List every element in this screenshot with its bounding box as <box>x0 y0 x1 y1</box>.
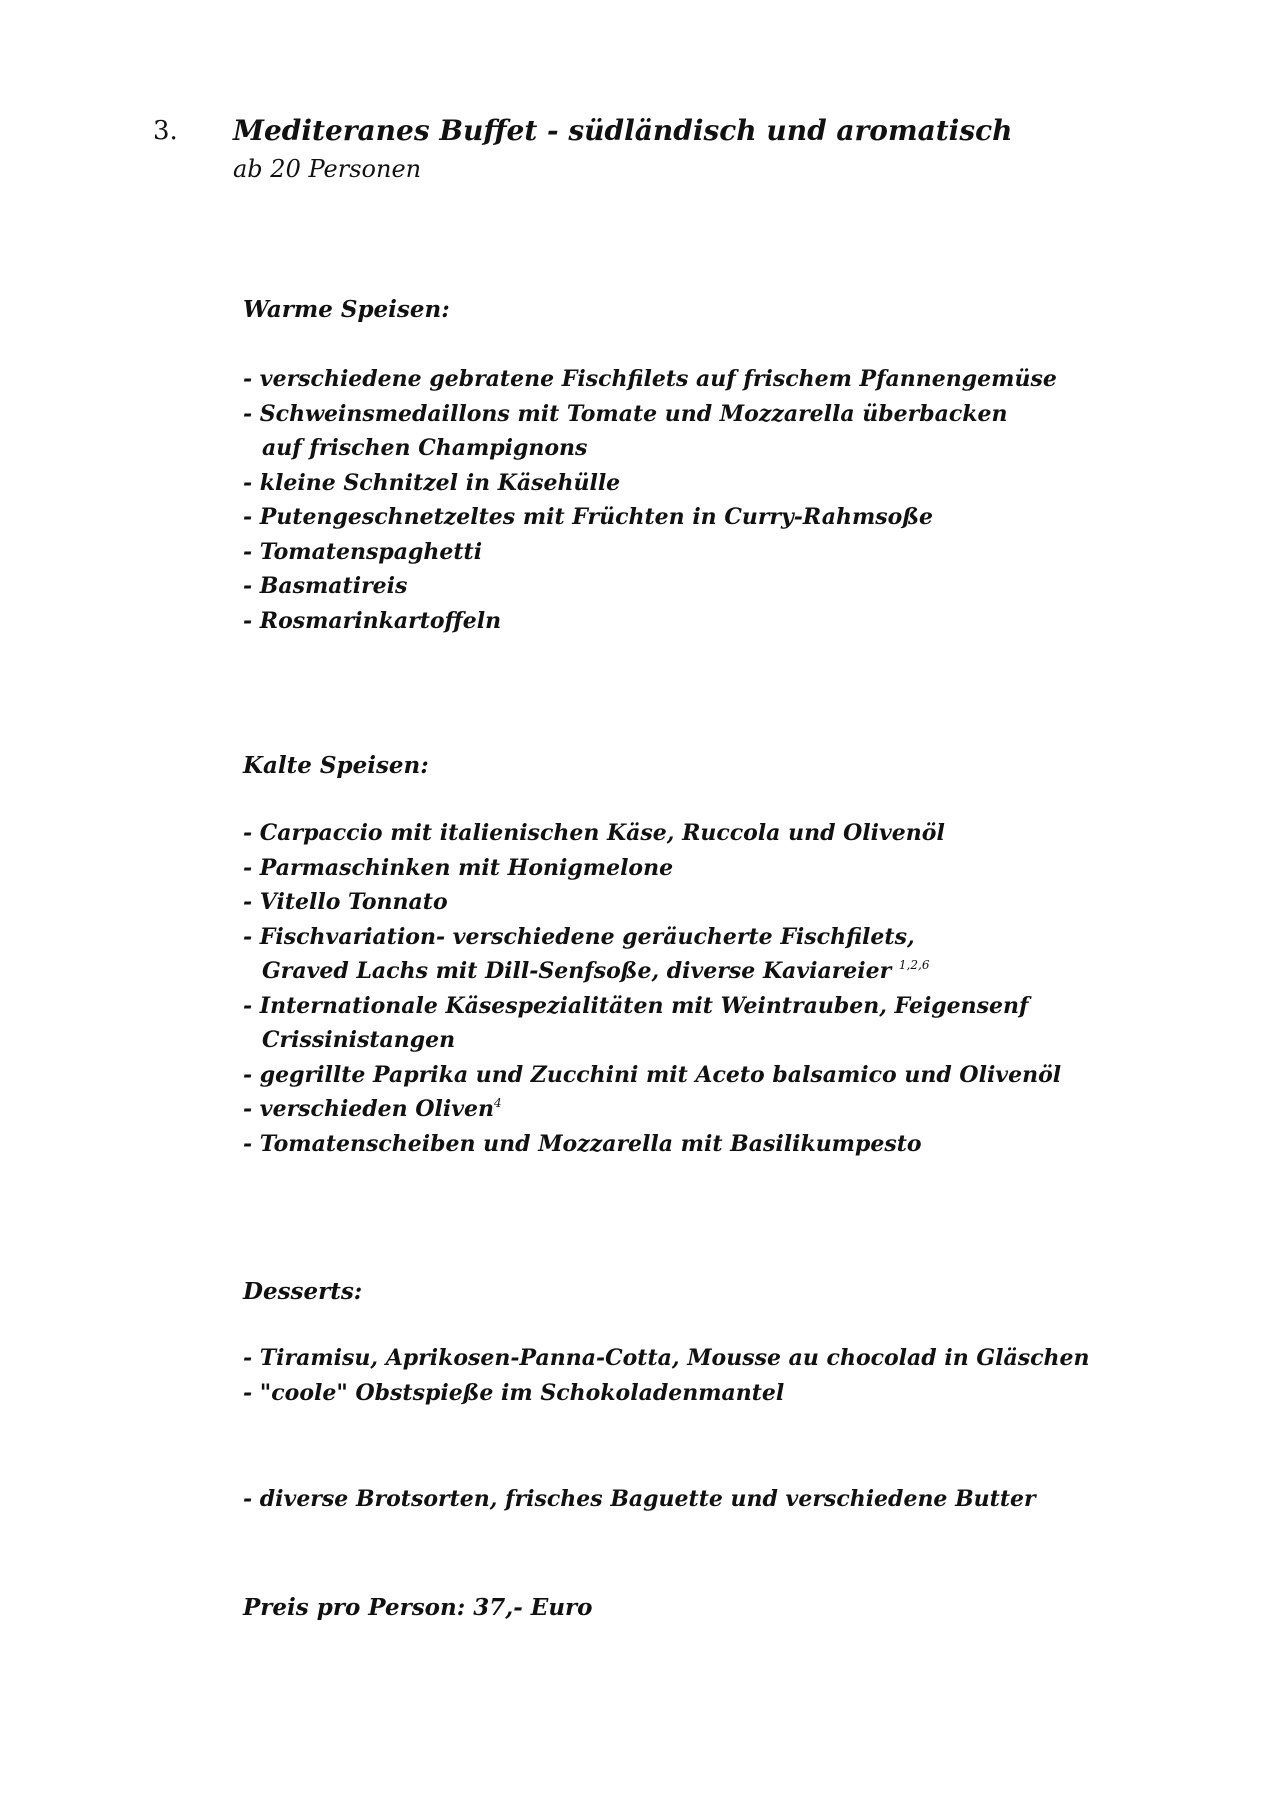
allergen-footnote: 1,2,6 <box>898 958 930 972</box>
cold-dishes-heading: Kalte Speisen: <box>243 752 429 779</box>
list-item: - gegrillte Paprika und Zucchini mit Aceto balsamico und Olivenöl <box>243 1061 1062 1088</box>
list-item: - Internationale Käsespezialitäten mit Weintrauben, Feigensenf <box>243 992 1029 1019</box>
list-item-text: Graved Lachs mit Dill-Senfsoße, diverse Kaviareier <box>262 958 892 984</box>
desserts-list <box>243 1341 1090 1410</box>
bread-line: - diverse Brotsorten, frisches Baguette und verschiedene Butter <box>243 1486 1036 1512</box>
list-item: - Carpaccio mit italienischen Käse, Ruccola und Olivenöl <box>243 820 945 846</box>
list-item <box>243 397 1057 432</box>
list-item: - Tomatenscheiben und Mozzarella mit Basilikumpesto <box>243 1130 922 1157</box>
list-item: - Tomatenspaghetti <box>243 538 483 565</box>
list-item: - "coole" Obstspieße im Schokoladenmantel <box>243 1379 785 1406</box>
list-item-text: auf frischen Champignons <box>262 435 588 461</box>
list-item: - Vitello Tonnato <box>243 889 448 915</box>
list-item-continuation <box>243 954 1061 989</box>
list-item: - Rosmarinkartoffeln <box>243 607 502 634</box>
list-item-text: - verschieden Oliven <box>243 1096 494 1122</box>
warm-dishes-list <box>243 362 1057 638</box>
cold-dishes-list <box>243 816 1061 1161</box>
allergen-footnote: 4 <box>493 1096 502 1110</box>
list-item: - Parmaschinken mit Honigmelone <box>243 854 674 881</box>
list-item-text: Crissinistangen <box>262 1027 456 1053</box>
list-item: - Basmatireis <box>243 573 408 599</box>
list-item: - Tiramisu, Aprikosen-Panna-Cotta, Mousse au chocolad in Gläschen <box>243 1345 1090 1371</box>
list-item-continuation <box>243 431 1057 466</box>
list-item: - Fischvariation- verschiedene geräucherte Fischfilets, <box>243 923 915 950</box>
list-item <box>243 1092 1061 1127</box>
list-item: - kleine Schnitzel in Käsehülle <box>243 469 621 496</box>
list-item: - verschiedene gebratene Fischfilets auf frischem Pfannengemüse <box>243 366 1057 392</box>
list-item: - Putengeschnetzeltes mit Früchten in Curry-Rahmsoße <box>243 504 934 530</box>
buffet-subtitle: ab 20 Personen <box>233 155 422 183</box>
list-item-continuation <box>243 1023 1061 1058</box>
buffet-title: Mediteranes Buffet - südländisch und aromatisch <box>233 114 1013 147</box>
price-per-person: Preis pro Person: 37,- Euro <box>243 1594 593 1621</box>
desserts-heading: Desserts: <box>243 1278 363 1305</box>
list-item-text: - Schweinsmedaillons mit Tomate und Mozzarella überbacken <box>243 400 1008 427</box>
section-number: 3. <box>153 116 178 146</box>
warm-dishes-heading: Warme Speisen: <box>243 296 450 323</box>
